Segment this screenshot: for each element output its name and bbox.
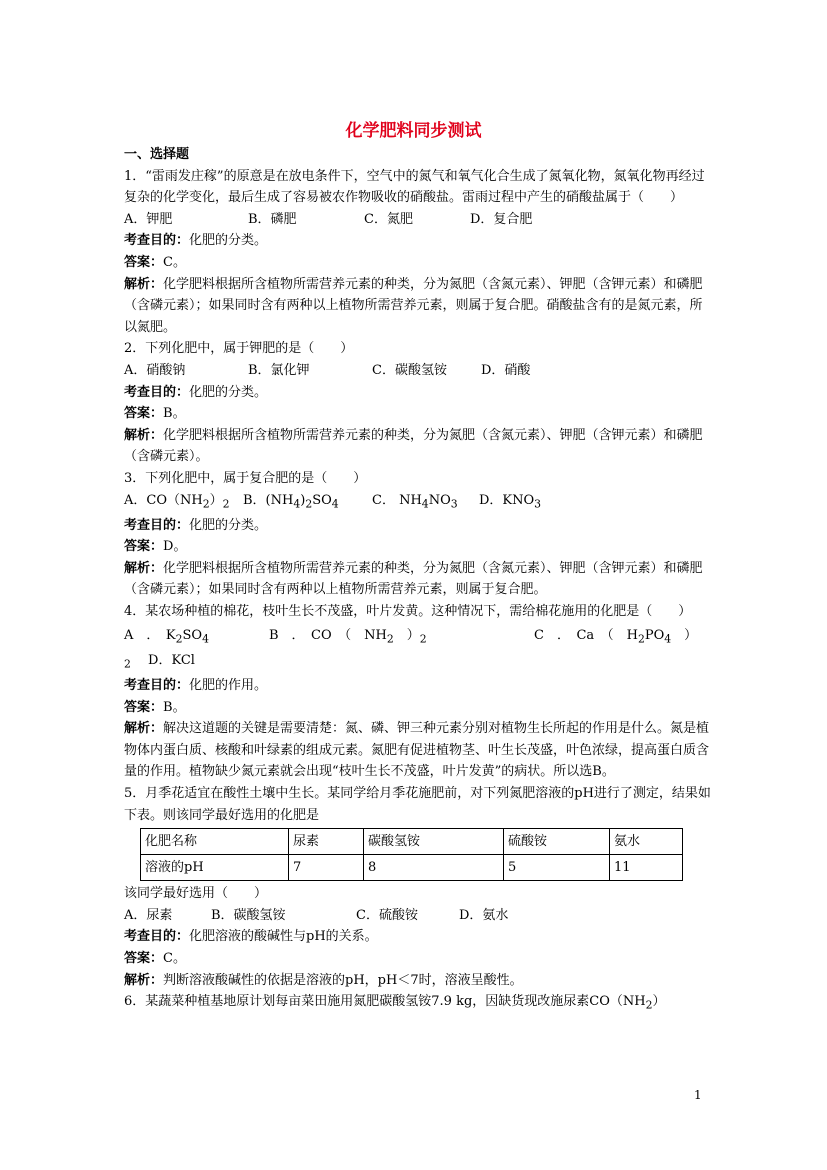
q3-option-a: A．$CO(NH_2)_2$ <box>124 492 230 511</box>
q1-goal: 考查目的：化肥的分类。 <box>124 233 268 249</box>
q4-option-d: D．KCl <box>148 652 195 668</box>
q2-answer: 答案：B。 <box>124 406 186 422</box>
q4-analysis: 解析：解决这道题的关键是需要清楚：氮、磷、钾三种元素分别对植物生长所起的作用是什么。氮是植物体内蛋白质、核酸和叶绿素的组成元素。氮肥有促进植物茎、叶生长茂盛，叶色浓绿，提高蛋白质含量的作用。植物缺少氮元素就会出现“枝叶生长不茂盛，叶片发黄”的病状。所以选B。 <box>124 721 710 780</box>
q4-option-c: C ． Ca （ $H_2PO_4$ ） <box>534 627 698 646</box>
q4-option-a: A ． $K_2SO_4$ <box>124 627 209 646</box>
question-2-stem: 2．下列化肥中，属于钾肥的是（ ） <box>124 341 354 357</box>
question-4-stem: 4．某农场种植的棉花，枝叶生长不茂盛，叶片发黄。这种情况下，需给棉花施用的化肥是（ ） <box>124 604 692 620</box>
q3-option-c: C． $NH_4NO_3$ <box>372 492 458 511</box>
table-row <box>141 829 683 855</box>
question-3-stem: 3．下列化肥中，属于复合肥的是（ ） <box>124 470 367 486</box>
q4-options-cont: $_2$ D．KCl <box>124 652 195 671</box>
q3-option-b: B．$(NH_4)_2SO_4$ <box>243 492 339 511</box>
q5-answer: 答案：C。 <box>124 950 186 966</box>
table-cell: 碳酸氢铵 <box>364 829 504 855</box>
q2-option-a: A．硝酸钠 <box>124 362 186 378</box>
q1-option-a: A．钾肥 <box>124 211 173 227</box>
table-cell: 溶液的pH <box>141 855 289 881</box>
table-cell: 化肥名称 <box>141 829 289 855</box>
document-body <box>124 144 714 1016</box>
table-cell: 氨水 <box>610 829 683 855</box>
question-6-stem: 6．某蔬菜种植基地原计划每亩菜田施用氮肥碳酸氢铵7.9 kg，因缺货现改施尿素$CO(NH_2)$ <box>124 994 666 1012</box>
question-5-options <box>124 905 714 927</box>
q1-analysis: 解析：化学肥料根据所含植物所需营养元素的种类，分为氮肥（含氮元素）、钾肥（含钾元素）和磷肥（含磷元素）；如果同时含有两种以上植物所需营养元素，则属于复合肥。硝酸盐含有的是氮元素，所以氮肥。 <box>124 276 703 335</box>
q4-option-b: B ． CO （ $NH_2$ ）$_2$ <box>269 627 427 646</box>
question-4-options <box>124 625 714 650</box>
q5-option-a: A．尿素 <box>124 907 173 923</box>
q4-answer: 答案：B。 <box>124 699 186 715</box>
q5-after-table: 该同学最好选用（ ） <box>124 886 268 902</box>
q1-option-b: B．磷肥 <box>248 211 297 227</box>
q3-option-d: D．$KNO_3$ <box>479 492 542 511</box>
q4-goal: 考查目的：化肥的作用。 <box>124 678 268 694</box>
question-3-options <box>124 490 714 515</box>
table-cell: 5 <box>504 855 610 881</box>
q5-option-c: C．硫酸铵 <box>356 907 418 923</box>
q1-option-d: D．复合肥 <box>470 211 533 227</box>
q3-answer: 答案：D。 <box>124 539 187 555</box>
table-cell: 11 <box>610 855 683 881</box>
q2-analysis: 解析：化学肥料根据所含植物所需营养元素的种类，分为氮肥（含氮元素）、钾肥（含钾元素）和磷肥（含磷元素）。 <box>124 427 703 465</box>
page-number: 1 <box>694 1088 702 1102</box>
page-title: 化学肥料同步测试 <box>345 121 482 141</box>
q5-option-b: B．碳酸氢铵 <box>211 907 286 923</box>
question-1-options <box>124 209 714 231</box>
ph-table <box>140 828 683 881</box>
table-cell: 硫酸铵 <box>504 829 610 855</box>
question-5-stem: 5．月季花适宜在酸性土壤中生长。某同学给月季花施肥前，对下列氮肥溶液的pH进行了测定，结果如下表。则该同学最好选用的化肥是 <box>124 786 711 823</box>
q2-option-d: D．硝酸 <box>481 362 531 378</box>
table-row <box>141 855 683 881</box>
table-cell: 尿素 <box>289 829 364 855</box>
q5-analysis: 解析：判断溶液酸碱性的依据是溶液的pH，pH＜7时，溶液呈酸性。 <box>124 972 523 988</box>
q1-answer: 答案：C。 <box>124 254 186 270</box>
q2-option-b: B．氯化钾 <box>248 362 310 378</box>
q5-goal: 考查目的：化肥溶液的酸碱性与pH的关系。 <box>124 929 378 945</box>
question-2-options <box>124 360 714 382</box>
section-heading: 一、选择题 <box>124 147 190 162</box>
q1-option-c: C．氮肥 <box>364 211 413 227</box>
q3-analysis: 解析：化学肥料根据所含植物所需营养元素的种类，分为氮肥（含氮元素）、钾肥（含钾元素）和磷肥（含磷元素）；如果同时含有两种以上植物所需营养元素，则属于复合肥。 <box>124 560 703 598</box>
table-cell: 8 <box>364 855 504 881</box>
question-1-stem: 1．“雷雨发庄稼”的原意是在放电条件下，空气中的氮气和氧气化合生成了氮氧化物，氮氧化物再经过复杂的化学变化，最后生成了容易被农作物吸收的硝酸盐。雷雨过程中产生的硝酸盐属于（ ） <box>124 168 705 206</box>
q3-goal: 考查目的：化肥的分类。 <box>124 517 268 533</box>
table-cell: 7 <box>289 855 364 881</box>
q2-option-c: C．碳酸氢铵 <box>372 362 447 378</box>
q5-option-d: D．氨水 <box>459 907 509 923</box>
q2-goal: 考查目的：化肥的分类。 <box>124 384 268 400</box>
